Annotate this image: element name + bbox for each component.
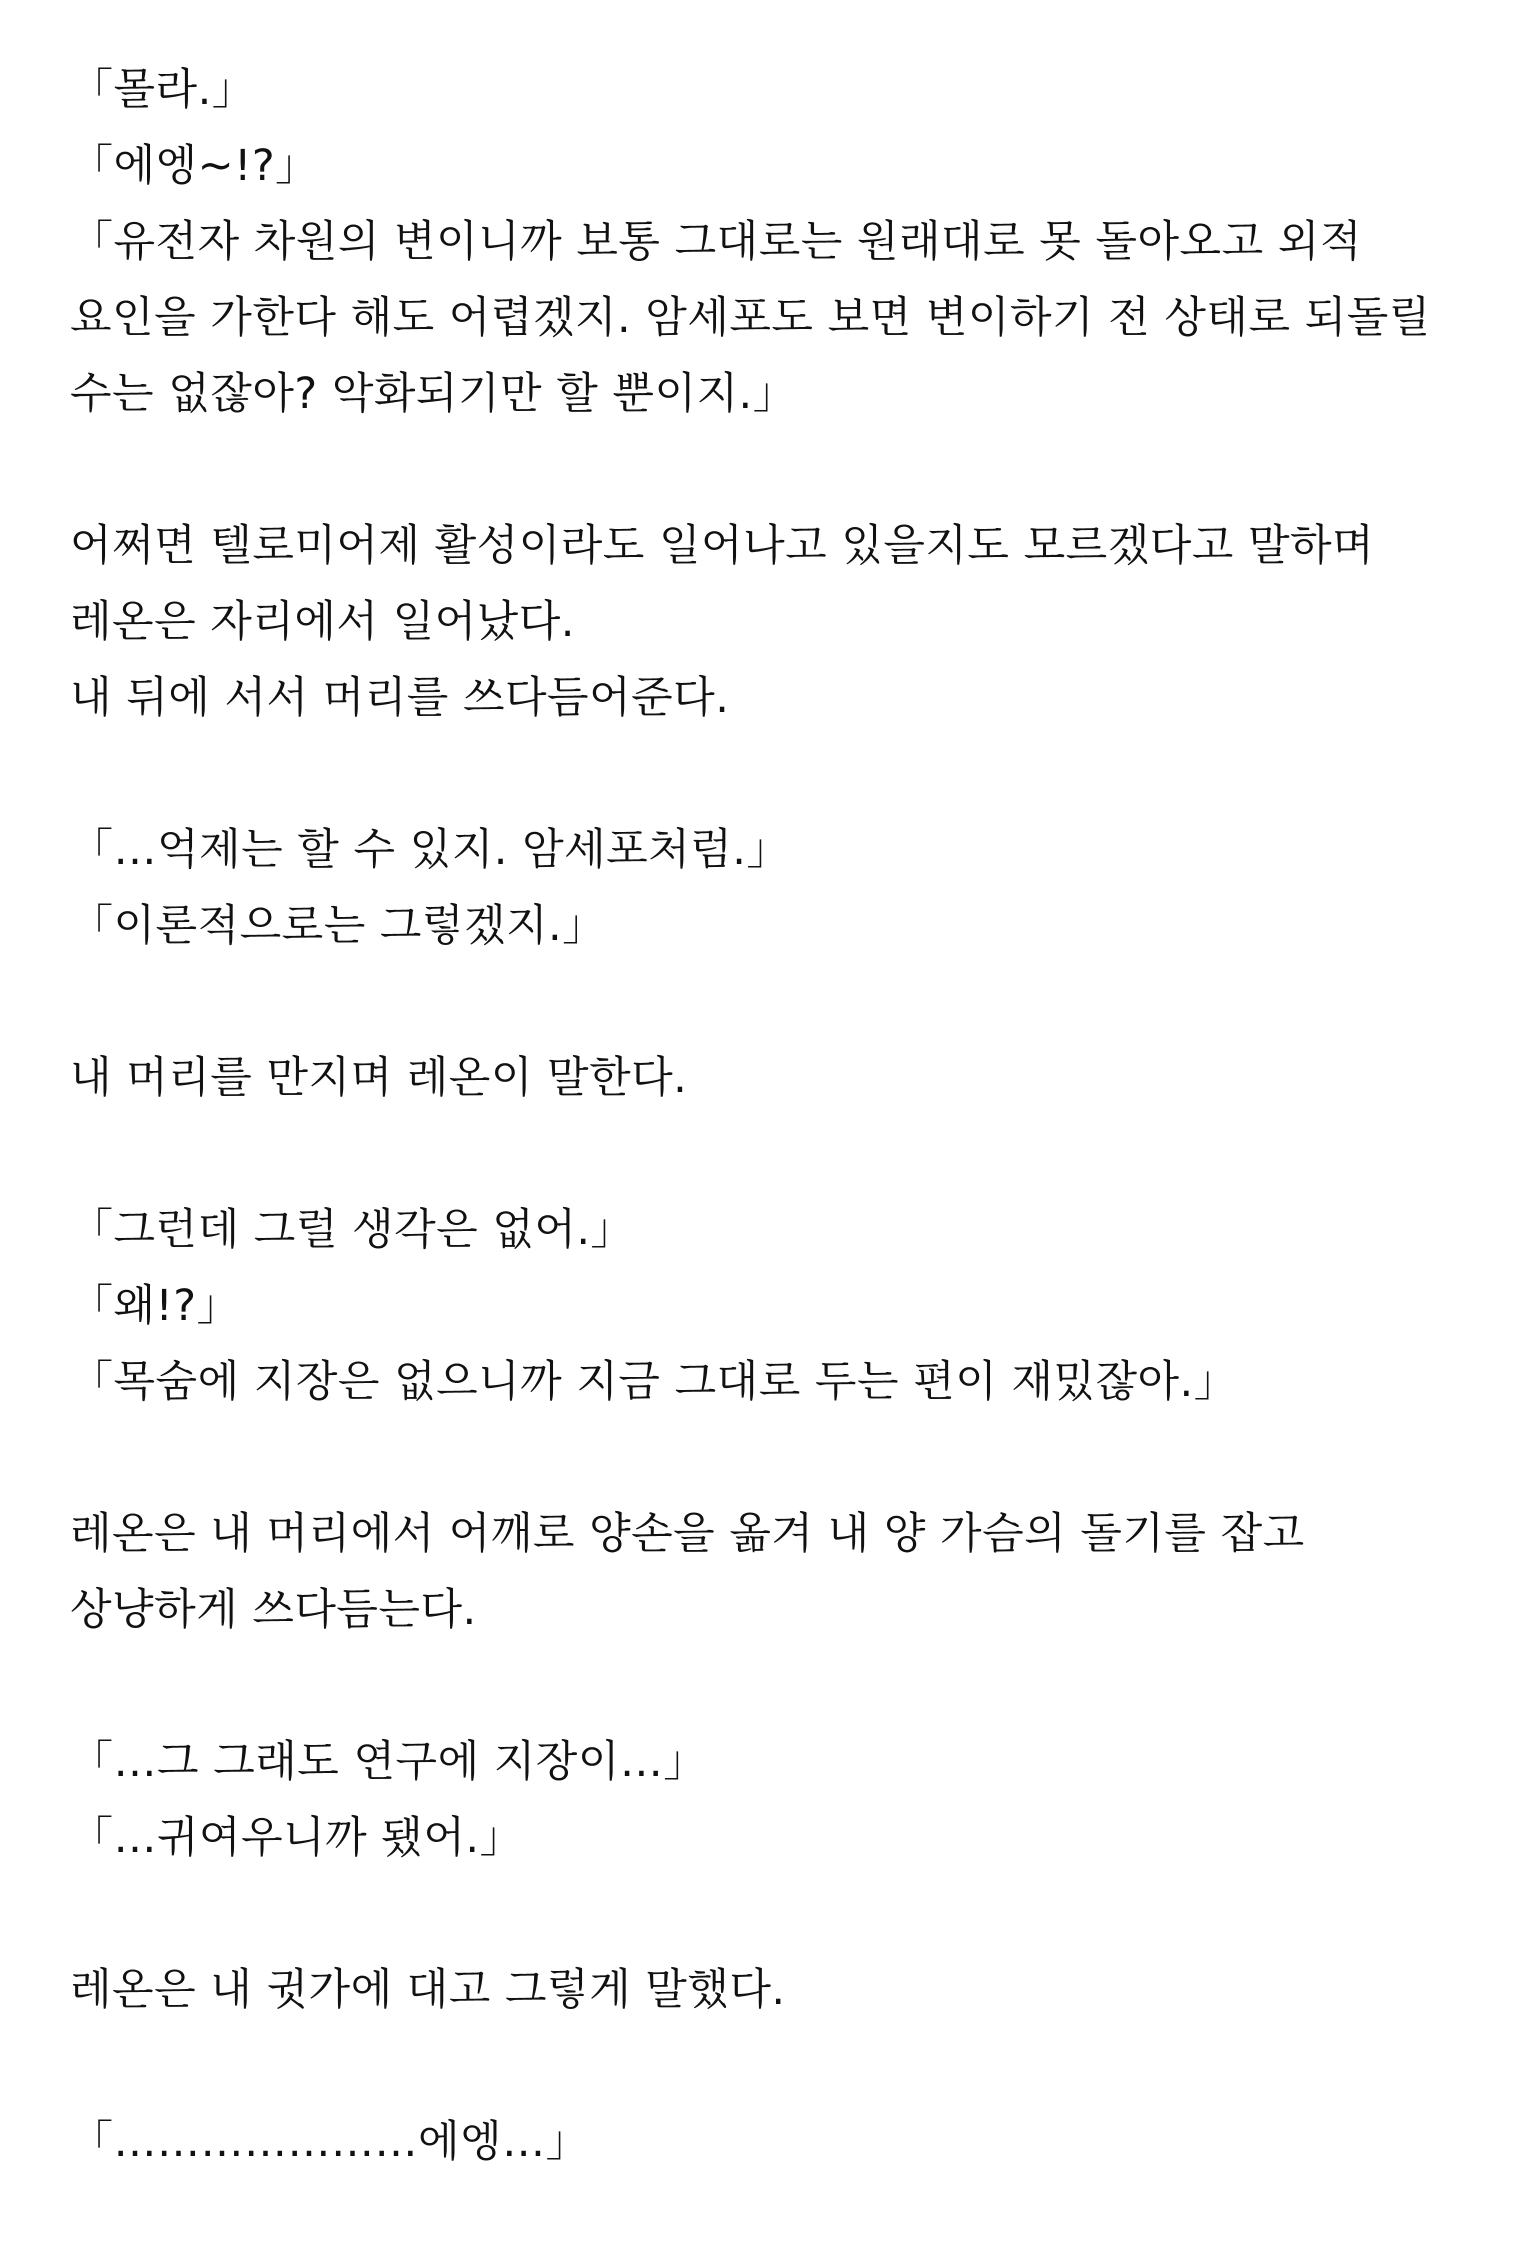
text-line: 레온은 내 머리에서 어깨로 양손을 옮겨 내 양 가슴의 돌기를 잡고 [70, 1509, 1305, 1559]
text-line: 요인을 가한다 해도 어렵겠지. 암세포도 보면 변이하기 전 상태로 되돌릴 [70, 293, 1431, 343]
blank-line [70, 1648, 1470, 1724]
blank-line [70, 1876, 1470, 1952]
text-line: 「목숨에 지장은 없으니까 지금 그대로 두는 편이 재밌잖아.」 [70, 1357, 1238, 1407]
text-line: 「유전자 차원의 변이니까 보통 그대로는 원래대로 못 돌아오고 외적 [70, 217, 1362, 267]
blank-line [70, 432, 1470, 508]
text-line: 「몰라.」 [70, 65, 256, 115]
text-line: 「에엥~!?」 [70, 141, 319, 191]
text-line: 「왜!?」 [70, 1281, 241, 1331]
text-line: 수는 없잖아? 악화되기만 할 뿐이지.」 [70, 369, 797, 419]
text-line: 어쩌면 텔로미어제 활성이라도 일어나고 있을지도 모르겠다고 말하며 [70, 521, 1375, 571]
blank-line [70, 1116, 1470, 1192]
text-line: 「…귀여우니까 됐어.」 [70, 1813, 524, 1863]
blank-line [70, 736, 1470, 812]
text-line: 내 머리를 만지며 레온이 말한다. [70, 1053, 688, 1103]
text-line: 상냥하게 쓰다듬는다. [70, 1585, 477, 1635]
text-line: 레온은 내 귓가에 대고 그렇게 말했다. [70, 1965, 786, 2015]
text-line: 「이론적으로는 그렇겠지.」 [70, 901, 606, 951]
text-line: 「…………………에엥…」 [70, 2117, 590, 2167]
text-line: 「…그 그래도 연구에 지장이…」 [70, 1737, 707, 1787]
blank-line [70, 1420, 1470, 1496]
document-body [70, 52, 1470, 2180]
blank-line [70, 964, 1470, 1040]
text-line: 「그런데 그럴 생각은 없어.」 [70, 1205, 635, 1255]
text-line: 「…억제는 할 수 있지. 암세포처럼.」 [70, 825, 790, 875]
text-line: 내 뒤에 서서 머리를 쓰다듬어준다. [70, 673, 730, 723]
blank-line [70, 2028, 1470, 2104]
text-line: 레온은 자리에서 일어났다. [70, 597, 575, 647]
